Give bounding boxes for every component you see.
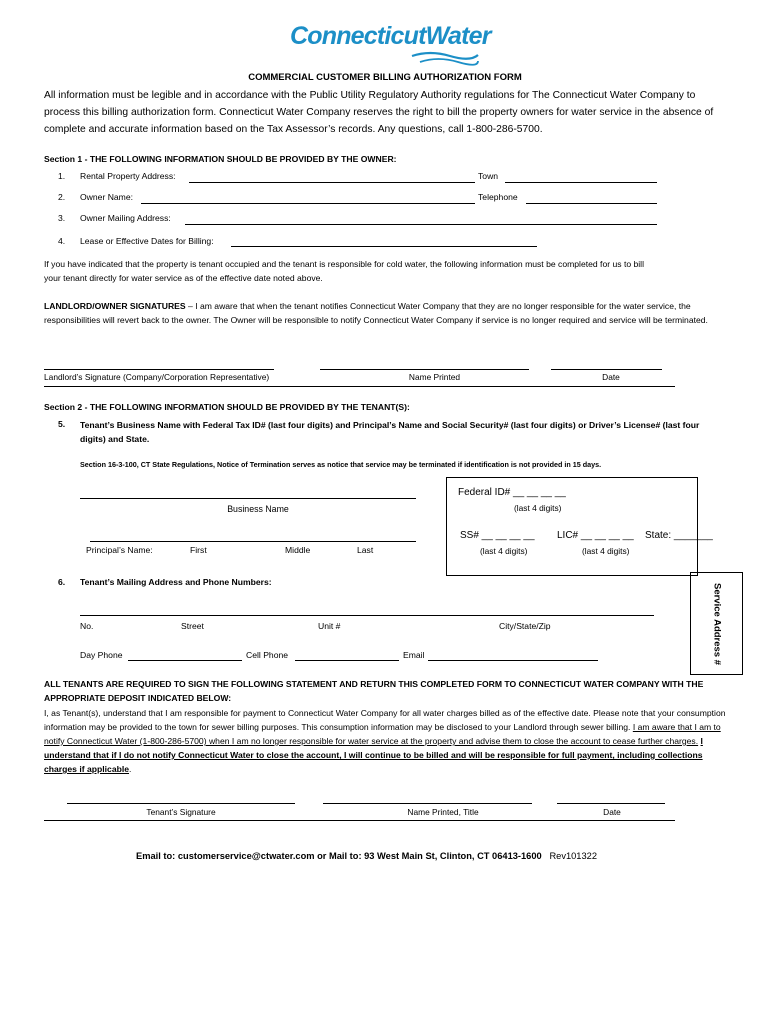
- owner-mailing-label: Owner Mailing Address:: [80, 213, 171, 223]
- license-hint: (last 4 digits): [582, 546, 630, 556]
- address-no-label: No.: [80, 621, 94, 631]
- middle-name-label: Middle: [285, 545, 311, 555]
- tenant-name-label: Name Printed, Title: [407, 807, 479, 817]
- landlord-text: – I am aware that when the tenant notifies Connecticut Water Company that they are no longer responsible for the water service, the responsibilities will revert back to the owner. The Owner will be responsible to notify Connecticut Water Company if service is no longer required and service will be terminated.: [44, 301, 708, 325]
- lease-dates-label: Lease or Effective Dates for Billing:: [80, 236, 214, 246]
- item3-number: 3.: [58, 213, 66, 223]
- landlord-heading: LANDLORD/OWNER SIGNATURES: [44, 301, 186, 311]
- lease-dates-field[interactable]: [231, 246, 537, 247]
- revision-code: Rev101322: [549, 851, 597, 861]
- company-logo: [290, 22, 491, 70]
- tenant-date-label: Date: [603, 807, 621, 817]
- email-label: Email: [403, 650, 425, 660]
- item1-number: 1.: [58, 171, 66, 181]
- email-field[interactable]: [428, 660, 598, 661]
- landlord-signature-field[interactable]: [44, 369, 274, 370]
- landlord-name-field[interactable]: [320, 369, 529, 370]
- regulation-notice: Section 16-3-100, CT State Regulations, Notice of Termination serves as notice that service may be terminated if identification is not provided in 15 days.: [80, 460, 602, 469]
- business-name-field[interactable]: [80, 498, 416, 499]
- first-name-label: First: [190, 545, 207, 555]
- signature-divider: [44, 820, 675, 821]
- telephone-label: Telephone: [478, 192, 518, 202]
- town-label: Town: [478, 171, 499, 181]
- cell-phone-label: Cell Phone: [246, 650, 289, 660]
- town-field[interactable]: [505, 182, 657, 183]
- tenant-signature-field[interactable]: [67, 803, 295, 804]
- business-name-label: Business Name: [227, 504, 289, 514]
- tenant-signature-label: Tenant’s Signature: [146, 807, 216, 817]
- tenant-statement-part1: I, as Tenant(s), understand that I am responsible for payment to Connecticut Water Company for all water charges billed as of the effective date. Please note that your consumption information may be provided to the town for sewer billing purposes. This consumption information may be disclosed to your Landlord through sewer billing.: [44, 708, 726, 732]
- section1-heading: Section 1 - THE FOLLOWING INFORMATION SHOULD BE PROVIDED BY THE OWNER:: [44, 154, 397, 164]
- item6-text: Tenant’s Mailing Address and Phone Numbers:: [80, 577, 272, 587]
- tenant-note: If you have indicated that the property is tenant occupied and the tenant is responsible for cold water, the following information must be completed for us to bill your tenant directly for water service as of the effective date noted above.: [44, 259, 645, 283]
- landlord-statement: [44, 299, 724, 327]
- address-city-label: City/State/Zip: [499, 621, 551, 631]
- rental-address-field[interactable]: [189, 182, 475, 183]
- principal-name-field[interactable]: [90, 541, 416, 542]
- tenant-date-field[interactable]: [557, 803, 665, 804]
- logo-wave-icon: [410, 51, 480, 67]
- last-name-label: Last: [357, 545, 374, 555]
- item5-number: 5.: [58, 419, 66, 429]
- ss-hint: (last 4 digits): [480, 546, 528, 556]
- item6-number: 6.: [58, 577, 66, 587]
- logo-text: ConnecticutWater: [290, 22, 491, 50]
- owner-name-label: Owner Name:: [80, 192, 134, 202]
- day-phone-label: Day Phone: [80, 650, 123, 660]
- address-unit-label: Unit #: [318, 621, 341, 631]
- ss-field[interactable]: SS# __ __ __ __: [460, 530, 535, 541]
- federal-id-hint: (last 4 digits): [514, 503, 562, 513]
- federal-id-field[interactable]: Federal ID# __ __ __ __: [458, 487, 566, 498]
- item5-text: Tenant’s Business Name with Federal Tax ID# (last four digits) and Principal’s Name and Social Security# (last four digits) or Driver’s License# (last four digits) and State.: [80, 420, 700, 444]
- intro-paragraph: All information must be legible and in accordance with the Public Utility Regulatory Authority regulations for The Connecticut Water Company to process this billing authorization form. Connecticut Water Company reserves the right to bill the property owners for water service in the absence of complete and accurate information based on the Tax Assessor’s records. Any questions, call 1-800-286-5700.: [44, 90, 714, 135]
- footer: [136, 851, 597, 861]
- owner-name-field[interactable]: [141, 203, 475, 204]
- service-address-label: Service Address #: [711, 582, 722, 665]
- landlord-name-label: Name Printed: [408, 372, 461, 382]
- tenant-name-field[interactable]: [323, 803, 532, 804]
- day-phone-field[interactable]: [128, 660, 242, 661]
- footer-contact: Email to: customerservice@ctwater.com or Mail to: 93 West Main St, Clinton, CT 06413-1600: [136, 851, 542, 861]
- landlord-date-field[interactable]: [551, 369, 662, 370]
- license-field[interactable]: LIC# __ __ __ __: [557, 530, 634, 541]
- form-title: COMMERCIAL CUSTOMER BILLING AUTHORIZATION FORM: [248, 72, 522, 83]
- tenant-statement-text: [44, 706, 734, 776]
- item2-number: 2.: [58, 192, 66, 202]
- section-divider: [44, 386, 675, 387]
- item4-number: 4.: [58, 236, 66, 246]
- telephone-field[interactable]: [526, 203, 657, 204]
- state-field[interactable]: State: _______: [645, 530, 713, 541]
- tenant-statement-part3: I understand that if I do not notify Connecticut Water to close the account, I will continue to be billed and will be responsible for full payment, including collections charges if applicable: [44, 736, 703, 774]
- tenant-statement-heading: ALL TENANTS ARE REQUIRED TO SIGN THE FOLLOWING STATEMENT AND RETURN THIS COMPLETED FORM TO CONNECTICUT WATER COMPANY WITH THE APPROPRIATE DEPOSIT INDICATED BELOW:: [44, 679, 704, 703]
- tenant-statement-part2: I am aware that I am to notify Connecticut Water (1-800-286-5700) when I am no longer responsible for water service at the property and advise them to close the account to cease further charges.: [44, 722, 721, 746]
- landlord-signature-label: Landlord’s Signature (Company/Corporation Representative): [44, 372, 270, 382]
- cell-phone-field[interactable]: [295, 660, 399, 661]
- tenant-address-field[interactable]: [80, 615, 654, 616]
- owner-mailing-field[interactable]: [185, 224, 657, 225]
- principal-label: Principal’s Name:: [86, 545, 153, 555]
- rental-address-label: Rental Property Address:: [80, 171, 176, 181]
- address-street-label: Street: [181, 621, 204, 631]
- service-address-box[interactable]: [690, 572, 743, 675]
- section2-heading: Section 2 - THE FOLLOWING INFORMATION SHOULD BE PROVIDED BY THE TENANT(S):: [44, 402, 410, 412]
- tenant-statement-part4: .: [129, 764, 132, 774]
- landlord-date-label: Date: [602, 372, 620, 382]
